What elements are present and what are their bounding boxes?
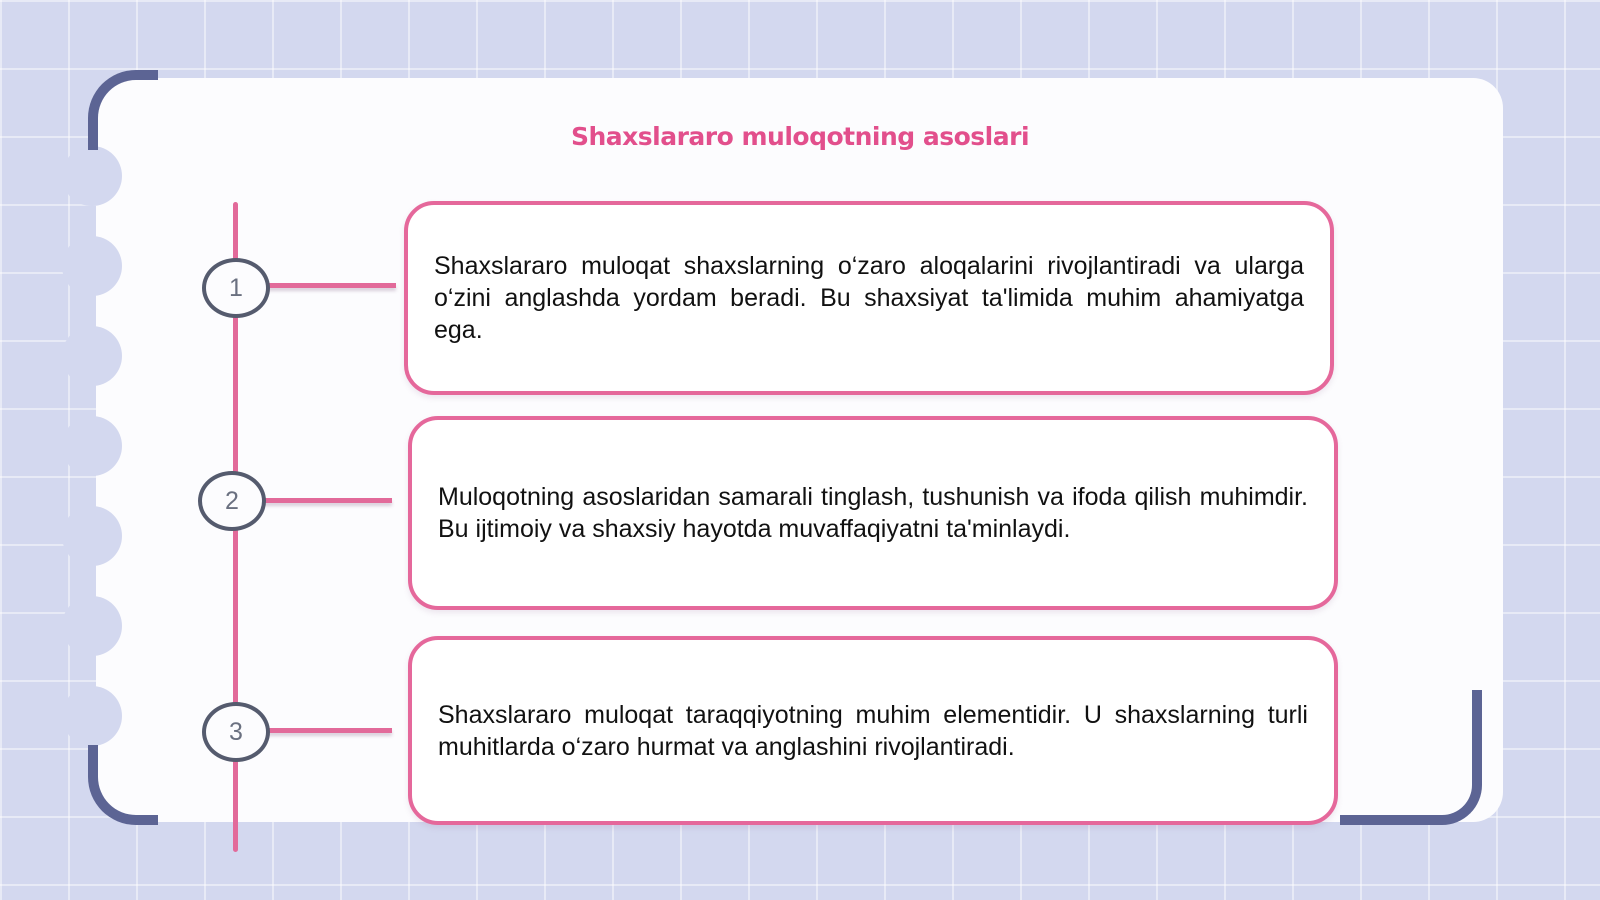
step-number-badge: 2 xyxy=(198,471,266,531)
content-box xyxy=(408,416,1338,610)
step-number-badge: 3 xyxy=(202,702,270,762)
card-edge-notch xyxy=(62,686,122,746)
card-edge-notch xyxy=(62,596,122,656)
content-box-text: Muloqotning asoslaridan samarali tinglash, tushunish va ifoda qilish muhimdir. Bu ijtimoiy va shaxsiy hayotda muvaffaqiyatni ta'minlaydi. xyxy=(438,483,1308,543)
content-box xyxy=(408,636,1338,825)
card-edge-notch xyxy=(62,326,122,386)
card-edge-notch xyxy=(62,236,122,296)
timeline-connector xyxy=(258,498,392,503)
card-edge-notch xyxy=(62,416,122,476)
content-box-text: Shaxslararo muloqat taraqqiyotning muhim elementidir. U shaxslarning turli muhitlarda o‘zaro hurmat va anglashini rivojlantiradi. xyxy=(438,700,1308,761)
corner-bracket-bottom-left xyxy=(88,745,158,825)
content-box-text: Shaxslararo muloqat shaxslarning o‘zaro aloqalarini rivojlantiradi va ularga o‘zini anglashda yordam beradi. Bu shaxsiyat ta'limida muhim ahamiyatga ega. xyxy=(434,252,1304,344)
content-box xyxy=(404,201,1334,395)
slide-title: Shaxslararo muloqotning asoslari xyxy=(570,122,1030,151)
card-edge-notch xyxy=(62,506,122,566)
corner-bracket-bottom-right xyxy=(1340,690,1482,825)
timeline-connector xyxy=(262,728,392,733)
timeline-connector xyxy=(262,283,396,288)
step-number-badge: 1 xyxy=(202,258,270,318)
card-edge-notch xyxy=(62,146,122,206)
